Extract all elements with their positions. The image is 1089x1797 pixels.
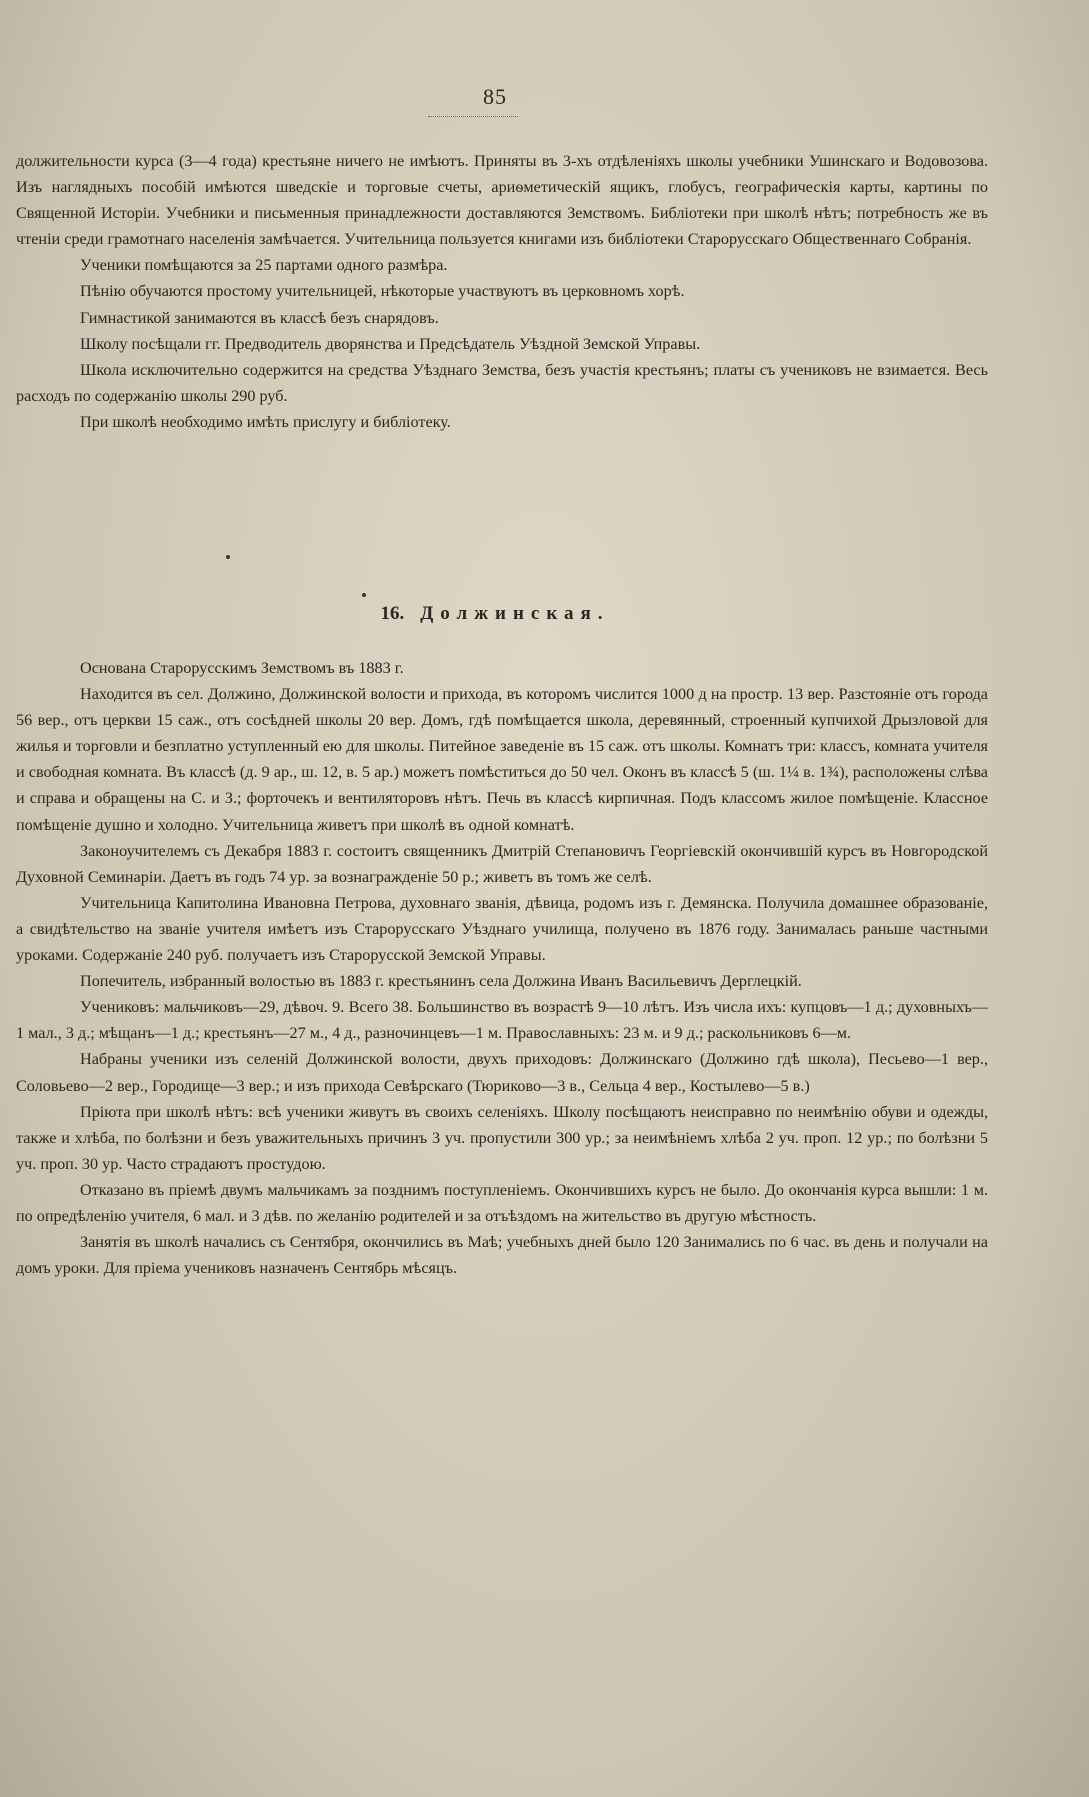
page-number: 85 [483,84,507,109]
paragraph: должительности курса (3—4 года) крестьяне ничего не имѣютъ. Приняты въ 3-хъ отдѣленіяхъ школы учебники Ушинскаго и Водовозова. Изъ наглядныхъ пособій имѣются шведскіе и торговые счеты, ариѳметическій ящикъ, глобусъ, географическія карты, картины по Священной Исторіи. Учебники и письменныя принадлежности доставляются Земствомъ. Библіотеки при школѣ нѣтъ; потребность же въ чтеніи среди грамотнаго населенія замѣчается. Учительница пользуется книгами изъ библіотеки Старорусскаго Общественнаго Собранія. [16,152,988,249]
section-text-block [16,655,988,1281]
paragraph: Набраны ученики изъ селеній Должинской волости, двухъ приходовъ: Должинскаго (Должино гдѣ школа), Песьево—1 вер., Соловьево—2 вер., Городище—3 вер.; и изъ прихода Севѣрскаго (Тюриково—3 в., Сельца 4 вер., Костылево—5 в.) [16,1050,988,1095]
paragraph: Занятія въ школѣ начались съ Сентября, окончились въ Маѣ; учебныхъ дней было 120 Занимались по 6 час. въ день и получали на домъ уроки. Для пріема учениковъ назначенъ Сентябрь мѣсяцъ. [16,1233,988,1278]
paragraph: Учениковъ: мальчиковъ—29, дѣвоч. 9. Всего 38. Большинство въ возрастѣ 9—10 лѣтъ. Изъ числа ихъ: купцовъ—1 д.; духовныхъ—1 мал., 3 д.; мѣщанъ—1 д.; крестьянъ—27 м., 4 д., разночинцевъ—1 м. Православныхъ: 23 м. и 9 д.; раскольниковъ 6—м. [16,998,988,1043]
section-title: Должинская. [420,603,610,624]
page-number-ornament [428,116,518,121]
paragraph: Ученики помѣщаются за 25 партами одного размѣра. [80,256,448,275]
paragraph: Школа исключительно содержится на средства Уѣзднаго Земства, безъ участія крестьянъ; платы съ учениковъ не взимается. Весь расходъ по содержанію школы 290 руб. [16,360,988,405]
paragraph: Попечитель, избранный волостью въ 1883 г. крестьянинъ села Должина Иванъ Васильевичъ Дерглецкій. [80,972,802,991]
print-speck [226,555,230,559]
paragraph: При школѣ необходимо имѣть прислугу и библіотеку. [80,412,451,431]
paragraph: Пѣнію обучаются простому учительницей, нѣкоторые участвуютъ въ церковномъ хорѣ. [80,282,685,301]
section-heading [0,603,990,625]
paragraph: Гимнастикой занимаются въ классѣ безъ снарядовъ. [80,308,439,327]
section-number: 16. [380,603,405,624]
paragraph: Пріюта при школѣ нѣтъ: всѣ ученики живутъ въ своихъ селеніяхъ. Школу посѣщаютъ неисправно по неимѣнію обуви и одежды, также и хлѣба, по болѣзни и безъ уважительныхъ причинъ 3 уч. пропустили 300 ур.; за неимѣніемъ хлѣба 2 уч. проп. 12 ур.; по болѣзни 5 уч. проп. 30 ур. Часто страдаютъ простудою. [16,1102,988,1173]
print-speck [362,593,366,597]
paragraph: Основана Старорусскимъ Земствомъ въ 1883 г. [80,659,404,677]
paragraph: Школу посѣщали гг. Предводитель дворянства и Предсѣдатель Уѣздной Земской Управы. [80,334,701,353]
paragraph: Находится въ сел. Должино, Должинской волости и прихода, въ которомъ числится 1000 д на простр. 13 вер. Разстояніе отъ города 56 вер., отъ церкви 15 саж., отъ сосѣдней школы 20 вер. Домъ, гдѣ помѣщается школа, деревянный, строенный купчихой Дрызловой для жилья и торговли и безплатно уступленный ею для школы. Питейное заведеніе въ 15 саж. отъ школы. Комнатъ три: классъ, комната учителя и свободная комната. Въ классѣ (д. 9 ар., ш. 12, в. 5 ар.) можетъ помѣститься до 50 чел. Оконъ въ классѣ 5 (ш. 1¼ в. 1¾), расположены слѣва и справа и обращены на С. и З.; форточекъ и вентиляторовъ нѣтъ. Печь въ классѣ кирпичная. Подъ классомъ жилое помѣщеніе. Классное помѣщеніе душно и холодно. Учительница живетъ при школѣ въ одной комнатѣ. [16,685,988,834]
continued-text-block [16,148,988,435]
paragraph: Законоучителемъ съ Декабря 1883 г. состоитъ священникъ Дмитрій Степановичъ Георгіевскій окончившій курсъ въ Новгородской Духовной Семинаріи. Даетъ въ годъ 74 ур. за вознагражденіе 50 р.; живетъ въ томъ же селѣ. [16,841,988,886]
paragraph: Учительница Капитолина Ивановна Петрова, духовнаго званія, дѣвица, родомъ изъ г. Демянска. Получила домашнее образованіе, а свидѣтельство на званіе учителя имѣетъ изъ Старорусскаго Уѣзднаго училища, получено въ 1876 году. Занималась раньше частными уроками. Содержаніе 240 руб. получаетъ изъ Старорусской Земской Управы. [16,893,988,965]
paragraph: Отказано въ пріемѣ двумъ мальчикамъ за позднимъ поступленіемъ. Окончившихъ курсъ не было. До окончанія курса вышли: 1 м. по опредѣленію учителя, 6 мал. и 3 дѣв. по желанію родителей и за отъѣздомъ на жительство въ другую мѣстность. [16,1180,988,1225]
